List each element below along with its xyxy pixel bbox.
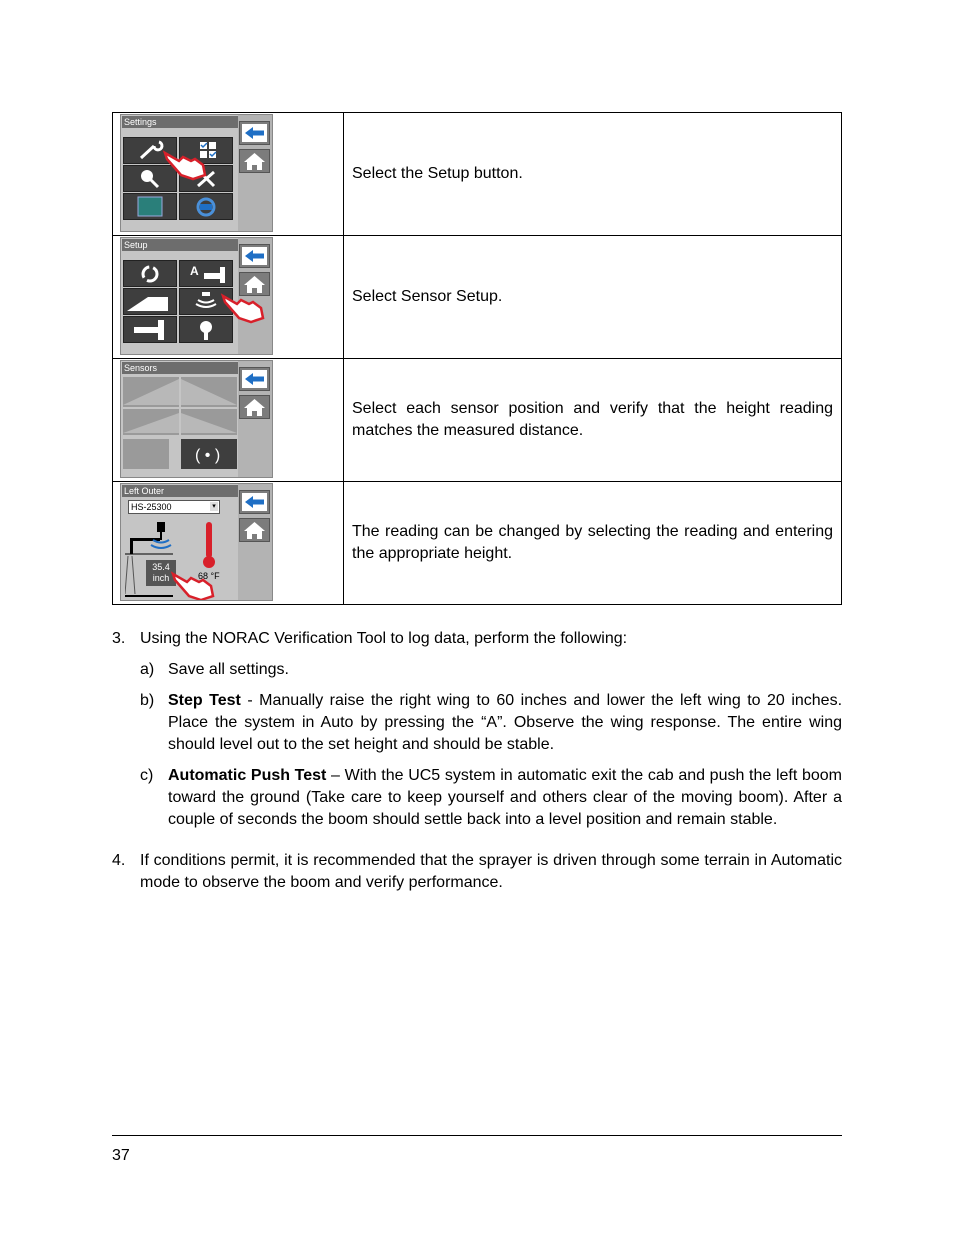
back-button[interactable]	[239, 244, 270, 268]
machine-tile[interactable]	[123, 316, 177, 343]
back-arrow-icon	[240, 491, 269, 513]
page-number: 37	[112, 1147, 130, 1164]
auto-icon	[180, 261, 232, 286]
left-outer-screen	[120, 483, 273, 601]
boom-setup-tile[interactable]	[123, 288, 177, 315]
substep-text: - Manually raise the right wing to 60 inches and lower the left wing to 20 inches. Place the system in Auto by pressing the “A”. Observe the wing response. The entire wing should level out to the set height and should be stable.	[168, 692, 843, 753]
calibrate-tile[interactable]	[123, 260, 177, 287]
screen-title: Left Outer	[122, 485, 238, 497]
boom-icon	[124, 317, 176, 342]
sensors-screen	[120, 360, 273, 478]
update-tile[interactable]	[179, 193, 233, 220]
back-arrow-icon	[240, 245, 269, 267]
screenshot-cell	[113, 359, 344, 482]
instruction-text: The reading can be changed by selecting the reading and entering the appropriate height.	[344, 482, 842, 605]
substep-label: b)	[140, 692, 155, 709]
instruction-text: Select each sensor position and verify that the height reading matches the measured distance.	[344, 359, 842, 482]
screenshot-cell	[113, 113, 344, 236]
substep-heading: Automatic Push Test	[168, 767, 327, 784]
substep-heading: Step Test	[168, 692, 241, 709]
table-row	[113, 113, 842, 236]
substep-label: c)	[140, 767, 154, 784]
substep-text: Save all settings.	[168, 661, 289, 678]
instruction-table	[112, 112, 842, 605]
setup-screen	[120, 237, 273, 355]
refresh-icon	[124, 261, 176, 286]
boom-height-icon	[124, 289, 176, 314]
update-icon	[180, 194, 232, 219]
substep-c	[140, 765, 842, 831]
pointing-hand-icon	[219, 288, 269, 324]
step-4	[112, 850, 842, 894]
thermometer-icon	[201, 520, 217, 570]
screenshot-cell	[113, 236, 344, 359]
home-button[interactable]	[239, 395, 270, 419]
procedure-steps	[112, 628, 842, 894]
height-reading-unit: inch	[152, 573, 170, 583]
sensor-select-value: HS-25300	[131, 502, 172, 512]
home-icon	[240, 396, 269, 418]
step-text: If conditions permit, it is recommended that the sprayer is driven through some terrain in Automatic mode to observe the boom and verify performance.	[140, 852, 842, 891]
back-arrow-icon	[240, 122, 269, 144]
back-button[interactable]	[239, 367, 270, 391]
home-icon	[240, 519, 269, 541]
sensor-select[interactable]	[128, 500, 220, 514]
table-row	[113, 359, 842, 482]
screen-title: Setup	[122, 239, 238, 251]
home-icon	[240, 150, 269, 172]
svg-text:( • ): ( • )	[195, 447, 221, 464]
height-reading-value: 35.4	[152, 562, 170, 572]
step-number: 4.	[112, 852, 126, 869]
pointing-hand-icon	[161, 145, 211, 181]
substep-label: a)	[140, 661, 155, 678]
substep-a	[140, 659, 842, 681]
screen-title: Sensors	[122, 362, 238, 374]
footer-divider	[112, 1135, 842, 1136]
svg-text:A: A	[190, 264, 199, 278]
temperature-reading: 68 °F	[198, 571, 220, 581]
step-number: 3.	[112, 630, 126, 647]
step-text: Using the NORAC Verification Tool to log data, perform the following:	[140, 630, 628, 647]
screen-title: Settings	[122, 116, 238, 128]
home-button[interactable]	[239, 149, 270, 173]
display-icon	[124, 194, 176, 219]
back-button[interactable]	[239, 121, 270, 145]
step-3	[112, 628, 842, 831]
back-button[interactable]	[239, 490, 270, 514]
instruction-text: Select the Setup button.	[344, 113, 842, 236]
table-row	[113, 482, 842, 605]
back-arrow-icon	[240, 368, 269, 390]
substep-text: – With the UC5 system in automatic exit the cab and push the left boom toward the ground (Take care to keep yourself and others clear of the moving boom). After a couple of seconds the boom should settle back into a level position and remain stable.	[168, 767, 842, 828]
display-tile[interactable]	[123, 193, 177, 220]
auto-setup-tile[interactable]	[179, 260, 233, 287]
sensor-layout	[123, 377, 237, 473]
chevron-down-icon: ▾	[210, 502, 218, 511]
home-button[interactable]	[239, 518, 270, 542]
screenshot-cell	[113, 482, 344, 605]
substep-b	[140, 690, 842, 756]
settings-screen	[120, 114, 273, 232]
instruction-text: Select Sensor Setup.	[344, 236, 842, 359]
pointing-hand-icon	[169, 566, 219, 601]
table-row	[113, 236, 842, 359]
